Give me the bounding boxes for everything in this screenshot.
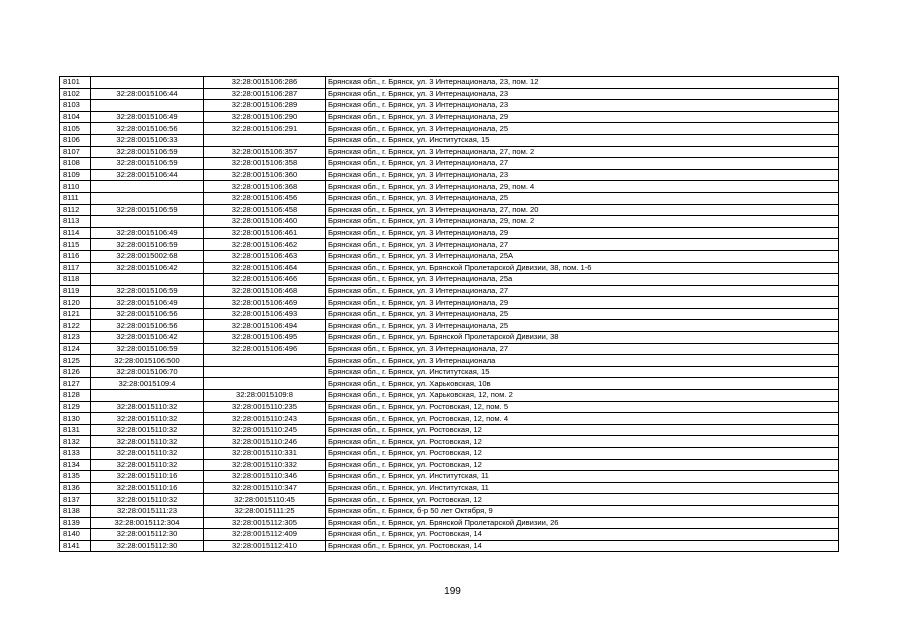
row-number-cell: 8105 [60,123,91,135]
parcel-cadastral-number-cell: 32:28:0015106:56 [91,123,204,135]
parcel-cadastral-number-cell: 32:28:0015106:70 [91,366,204,378]
premises-cadastral-number-cell: 32:28:0015106:291 [204,123,326,135]
parcel-cadastral-number-cell [91,181,204,193]
premises-cadastral-number-cell: 32:28:0015110:243 [204,413,326,425]
table-row [60,216,839,228]
row-number-cell: 8112 [60,204,91,216]
address-cell: Брянская обл., г. Брянск, ул. 3 Интернационала, 29 [326,111,839,123]
parcel-cadastral-number-cell: 32:28:0015111:23 [91,505,204,517]
row-number-cell: 8106 [60,134,91,146]
address-cell: Брянская обл., г. Брянск, ул. Брянской Пролетарской Дивизии, 26 [326,517,839,529]
row-number-cell: 8122 [60,320,91,332]
address-cell: Брянская обл., г. Брянск, ул. 3 Интернационала, 25 [326,308,839,320]
address-cell: Брянская обл., г. Брянск, ул. 3 Интернационала, 25 [326,320,839,332]
premises-cadastral-number-cell: 32:28:0015112:410 [204,540,326,552]
parcel-cadastral-number-cell: 32:28:0015106:59 [91,285,204,297]
address-cell: Брянская обл., г. Брянск, б-р 50 лет Октября, 9 [326,505,839,517]
premises-cadastral-number-cell: 32:28:0015110:246 [204,436,326,448]
premises-cadastral-number-cell [204,378,326,390]
premises-cadastral-number-cell: 32:28:0015106:286 [204,77,326,89]
premises-cadastral-number-cell: 32:28:0015106:466 [204,274,326,286]
row-number-cell: 8132 [60,436,91,448]
parcel-cadastral-number-cell: 32:28:0015109:4 [91,378,204,390]
table-row [60,471,839,483]
row-number-cell: 8119 [60,285,91,297]
parcel-cadastral-number-cell: 32:28:0015106:59 [91,146,204,158]
parcel-cadastral-number-cell: 32:28:0015112:30 [91,529,204,541]
address-cell: Брянская обл., г. Брянск, ул. Ростовская, 12, пом. 4 [326,413,839,425]
table-row [60,88,839,100]
parcel-cadastral-number-cell: 32:28:0015110:16 [91,471,204,483]
address-cell: Брянская обл., г. Брянск, ул. 3 Интернационала, 27 [326,343,839,355]
premises-cadastral-number-cell: 32:28:0015106:461 [204,227,326,239]
premises-cadastral-number-cell: 32:28:0015106:289 [204,100,326,112]
parcel-cadastral-number-cell: 32:28:0015112:304 [91,517,204,529]
premises-cadastral-number-cell [204,355,326,367]
address-cell: Брянская обл., г. Брянск, ул. 3 Интернационала, 25 [326,123,839,135]
table-row [60,332,839,344]
table-row [60,494,839,506]
address-cell: Брянская обл., г. Брянск, ул. Институтская, 11 [326,482,839,494]
address-cell: Брянская обл., г. Брянск, ул. Ростовская, 12 [326,448,839,460]
address-cell: Брянская обл., г. Брянск, ул. 3 Интернационала, 27 [326,285,839,297]
row-number-cell: 8134 [60,459,91,471]
row-number-cell: 8104 [60,111,91,123]
address-cell: Брянская обл., г. Брянск, ул. 3 Интернационала, 29, пом. 4 [326,181,839,193]
address-cell: Брянская обл., г. Брянск, ул. Ростовская, 12, пом. 5 [326,401,839,413]
premises-cadastral-number-cell: 32:28:0015106:462 [204,239,326,251]
row-number-cell: 8101 [60,77,91,89]
row-number-cell: 8138 [60,505,91,517]
parcel-cadastral-number-cell [91,390,204,402]
table-row [60,343,839,355]
address-cell: Брянская обл., г. Брянск, ул. Брянской Пролетарской Дивизии, 38 [326,332,839,344]
premises-cadastral-number-cell: 32:28:0015106:496 [204,343,326,355]
premises-cadastral-number-cell: 32:28:0015106:464 [204,262,326,274]
parcel-cadastral-number-cell: 32:28:0015110:32 [91,436,204,448]
table-row [60,192,839,204]
address-cell: Брянская обл., г. Брянск, ул. 3 Интернационала, 27 [326,158,839,170]
address-cell: Брянская обл., г. Брянск, ул. Ростовская, 12 [326,436,839,448]
address-cell: Брянская обл., г. Брянск, ул. 3 Интернационала, 25 [326,192,839,204]
table-row [60,77,839,89]
table-row [60,459,839,471]
parcel-cadastral-number-cell: 32:28:0015106:49 [91,111,204,123]
page-number: 199 [444,586,461,597]
row-number-cell: 8121 [60,308,91,320]
table-row [60,158,839,170]
premises-cadastral-number-cell: 32:28:0015110:331 [204,448,326,460]
table-row [60,134,839,146]
premises-cadastral-number-cell: 32:28:0015106:463 [204,250,326,262]
parcel-cadastral-number-cell: 32:28:0015106:42 [91,262,204,274]
table-row [60,424,839,436]
address-cell: Брянская обл., г. Брянск, ул. Ростовская, 14 [326,529,839,541]
row-number-cell: 8133 [60,448,91,460]
address-cell: Брянская обл., г. Брянск, ул. Институтская, 11 [326,471,839,483]
row-number-cell: 8117 [60,262,91,274]
parcel-cadastral-number-cell [91,100,204,112]
table-row [60,436,839,448]
premises-cadastral-number-cell: 32:28:0015110:332 [204,459,326,471]
parcel-cadastral-number-cell: 32:28:0015110:32 [91,424,204,436]
premises-cadastral-number-cell: 32:28:0015106:495 [204,332,326,344]
table-row [60,517,839,529]
address-cell: Брянская обл., г. Брянск, ул. Ростовская, 14 [326,540,839,552]
table-row [60,297,839,309]
address-cell: Брянская обл., г. Брянск, ул. 3 Интернационала, 23 [326,169,839,181]
row-number-cell: 8110 [60,181,91,193]
parcel-cadastral-number-cell [91,192,204,204]
premises-cadastral-number-cell: 32:28:0015106:368 [204,181,326,193]
row-number-cell: 8127 [60,378,91,390]
address-cell: Брянская обл., г. Брянск, ул. Ростовская, 12 [326,494,839,506]
parcel-cadastral-number-cell [91,274,204,286]
row-number-cell: 8128 [60,390,91,402]
row-number-cell: 8126 [60,366,91,378]
address-cell: Брянская обл., г. Брянск, ул. 3 Интернационала, 25а [326,274,839,286]
address-cell: Брянская обл., г. Брянск, ул. Институтская, 15 [326,134,839,146]
premises-cadastral-number-cell: 32:28:0015106:460 [204,216,326,228]
parcel-cadastral-number-cell: 32:28:0015110:16 [91,482,204,494]
table-row [60,401,839,413]
row-number-cell: 8102 [60,88,91,100]
row-number-cell: 8135 [60,471,91,483]
table-row [60,169,839,181]
table-row [60,390,839,402]
table-row [60,111,839,123]
premises-cadastral-number-cell [204,134,326,146]
table-row [60,540,839,552]
table-row [60,448,839,460]
address-cell: Брянская обл., г. Брянск, ул. 3 Интернационала, 27, пом. 20 [326,204,839,216]
parcel-cadastral-number-cell: 32:28:0015106:49 [91,227,204,239]
address-cell: Брянская обл., г. Брянск, ул. Харьковская, 10в [326,378,839,390]
parcel-cadastral-number-cell: 32:28:0015106:500 [91,355,204,367]
premises-cadastral-number-cell: 32:28:0015112:305 [204,517,326,529]
row-number-cell: 8116 [60,250,91,262]
premises-cadastral-number-cell: 32:28:0015106:360 [204,169,326,181]
row-number-cell: 8125 [60,355,91,367]
premises-cadastral-number-cell: 32:28:0015106:494 [204,320,326,332]
table-row [60,100,839,112]
address-cell: Брянская обл., г. Брянск, ул. 3 Интернационала, 29 [326,227,839,239]
table-row [60,505,839,517]
table-row [60,366,839,378]
address-cell: Брянская обл., г. Брянск, ул. 3 Интернационала, 29, пом. 2 [326,216,839,228]
table-row [60,378,839,390]
premises-cadastral-number-cell: 32:28:0015112:409 [204,529,326,541]
row-number-cell: 8137 [60,494,91,506]
parcel-cadastral-number-cell: 32:28:0015106:49 [91,297,204,309]
premises-cadastral-number-cell: 32:28:0015110:45 [204,494,326,506]
address-cell: Брянская обл., г. Брянск, ул. Ростовская, 12 [326,424,839,436]
premises-cadastral-number-cell: 32:28:0015110:347 [204,482,326,494]
row-number-cell: 8123 [60,332,91,344]
row-number-cell: 8139 [60,517,91,529]
parcel-cadastral-number-cell: 32:28:0015110:32 [91,494,204,506]
row-number-cell: 8113 [60,216,91,228]
parcel-cadastral-number-cell: 32:28:0015106:59 [91,204,204,216]
parcel-cadastral-number-cell: 32:28:0015002:68 [91,250,204,262]
premises-cadastral-number-cell: 32:28:0015106:468 [204,285,326,297]
parcel-cadastral-number-cell: 32:28:0015106:56 [91,320,204,332]
row-number-cell: 8120 [60,297,91,309]
table-row [60,250,839,262]
table-row [60,285,839,297]
premises-cadastral-number-cell: 32:28:0015106:357 [204,146,326,158]
table-row [60,227,839,239]
table-row [60,123,839,135]
table-row [60,355,839,367]
parcel-cadastral-number-cell: 32:28:0015106:59 [91,239,204,251]
parcel-cadastral-number-cell: 32:28:0015112:30 [91,540,204,552]
row-number-cell: 8124 [60,343,91,355]
table-row [60,308,839,320]
table-row [60,482,839,494]
row-number-cell: 8108 [60,158,91,170]
premises-cadastral-number-cell: 32:28:0015106:458 [204,204,326,216]
address-cell: Брянская обл., г. Брянск, ул. 3 Интернационала, 23 [326,100,839,112]
address-cell: Брянская обл., г. Брянск, ул. 3 Интернационала [326,355,839,367]
row-number-cell: 8114 [60,227,91,239]
row-number-cell: 8141 [60,540,91,552]
address-cell: Брянская обл., г. Брянск, ул. 3 Интернационала, 23, пом. 12 [326,77,839,89]
table-row [60,529,839,541]
premises-cadastral-number-cell: 32:28:0015110:346 [204,471,326,483]
address-cell: Брянская обл., г. Брянск, ул. 3 Интернационала, 27, пом. 2 [326,146,839,158]
row-number-cell: 8140 [60,529,91,541]
address-cell: Брянская обл., г. Брянск, ул. Институтская, 15 [326,366,839,378]
row-number-cell: 8131 [60,424,91,436]
parcel-cadastral-number-cell: 32:28:0015106:44 [91,88,204,100]
table-row [60,274,839,286]
row-number-cell: 8118 [60,274,91,286]
address-cell: Брянская обл., г. Брянск, ул. 3 Интернационала, 25А [326,250,839,262]
parcel-cadastral-number-cell: 32:28:0015110:32 [91,448,204,460]
table-row [60,204,839,216]
row-number-cell: 8115 [60,239,91,251]
parcel-cadastral-number-cell: 32:28:0015106:44 [91,169,204,181]
premises-cadastral-number-cell: 32:28:0015106:290 [204,111,326,123]
premises-cadastral-number-cell: 32:28:0015106:358 [204,158,326,170]
address-cell: Брянская обл., г. Брянск, ул. 3 Интернационала, 29 [326,297,839,309]
parcel-cadastral-number-cell: 32:28:0015106:59 [91,343,204,355]
row-number-cell: 8130 [60,413,91,425]
premises-cadastral-number-cell: 32:28:0015110:235 [204,401,326,413]
cadastral-register-table [59,76,839,552]
register-table-body [60,77,839,552]
premises-cadastral-number-cell: 32:28:0015106:493 [204,308,326,320]
address-cell: Брянская обл., г. Брянск, ул. Харьковская, 12, пом. 2 [326,390,839,402]
row-number-cell: 8111 [60,192,91,204]
table-row [60,413,839,425]
parcel-cadastral-number-cell [91,216,204,228]
premises-cadastral-number-cell: 32:28:0015106:287 [204,88,326,100]
parcel-cadastral-number-cell: 32:28:0015110:32 [91,459,204,471]
table-row [60,320,839,332]
table-row [60,146,839,158]
parcel-cadastral-number-cell: 32:28:0015106:56 [91,308,204,320]
premises-cadastral-number-cell: 32:28:0015106:456 [204,192,326,204]
parcel-cadastral-number-cell: 32:28:0015106:42 [91,332,204,344]
premises-cadastral-number-cell: 32:28:0015106:469 [204,297,326,309]
parcel-cadastral-number-cell [91,77,204,89]
row-number-cell: 8136 [60,482,91,494]
premises-cadastral-number-cell: 32:28:0015109:8 [204,390,326,402]
parcel-cadastral-number-cell: 32:28:0015106:59 [91,158,204,170]
table-row [60,181,839,193]
address-cell: Брянская обл., г. Брянск, ул. 3 Интернационала, 27 [326,239,839,251]
row-number-cell: 8129 [60,401,91,413]
parcel-cadastral-number-cell: 32:28:0015106:33 [91,134,204,146]
premises-cadastral-number-cell: 32:28:0015111:25 [204,505,326,517]
address-cell: Брянская обл., г. Брянск, ул. 3 Интернационала, 23 [326,88,839,100]
row-number-cell: 8109 [60,169,91,181]
parcel-cadastral-number-cell: 32:28:0015110:32 [91,401,204,413]
table-row [60,239,839,251]
premises-cadastral-number-cell [204,366,326,378]
parcel-cadastral-number-cell: 32:28:0015110:32 [91,413,204,425]
row-number-cell: 8103 [60,100,91,112]
row-number-cell: 8107 [60,146,91,158]
address-cell: Брянская обл., г. Брянск, ул. Брянской Пролетарской Дивизии, 38, пом. 1-6 [326,262,839,274]
table-row [60,262,839,274]
premises-cadastral-number-cell: 32:28:0015110:245 [204,424,326,436]
address-cell: Брянская обл., г. Брянск, ул. Ростовская, 12 [326,459,839,471]
